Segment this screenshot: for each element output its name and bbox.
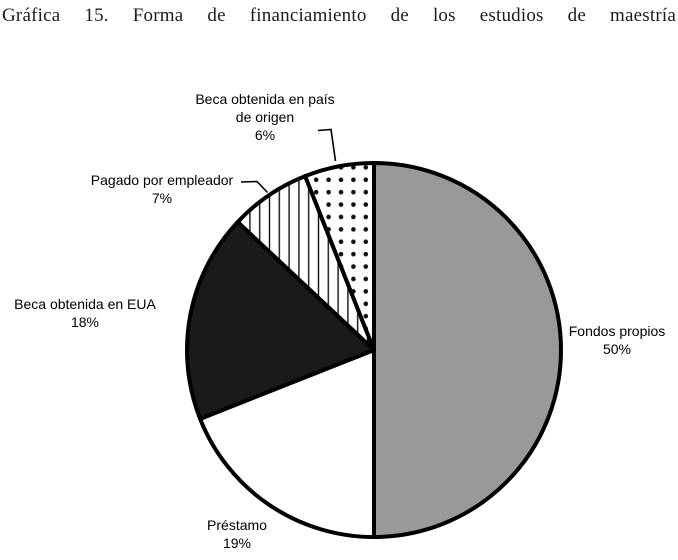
label-beca-eua bbox=[14, 295, 156, 331]
label-line: Préstamo bbox=[207, 517, 267, 533]
label-pagado-empleador bbox=[91, 171, 233, 207]
label-line: de origen bbox=[235, 109, 295, 125]
label-fondos-propios bbox=[569, 322, 666, 358]
pie-slices bbox=[187, 163, 561, 537]
leader-line-pagado-empleador bbox=[241, 182, 268, 193]
chart-title: Gráfica 15. Forma de financiamiento de los estudios de maestría bbox=[2, 5, 676, 26]
label-line: Beca obtenida en EUA bbox=[14, 296, 156, 312]
label-prestamo bbox=[207, 516, 267, 552]
label-line: Pagado por empleador bbox=[90, 172, 234, 188]
label-value: 6% bbox=[254, 127, 276, 143]
label-value: 18% bbox=[70, 314, 100, 330]
label-line: Fondos propios bbox=[568, 323, 666, 339]
label-value: 50% bbox=[602, 341, 632, 357]
pie-slice-fondos-propios bbox=[374, 163, 561, 537]
label-beca-pais-origen bbox=[195, 90, 334, 144]
label-line: Beca obtenida en país bbox=[195, 91, 335, 107]
label-value: 19% bbox=[222, 535, 252, 551]
label-value: 7% bbox=[151, 190, 173, 206]
